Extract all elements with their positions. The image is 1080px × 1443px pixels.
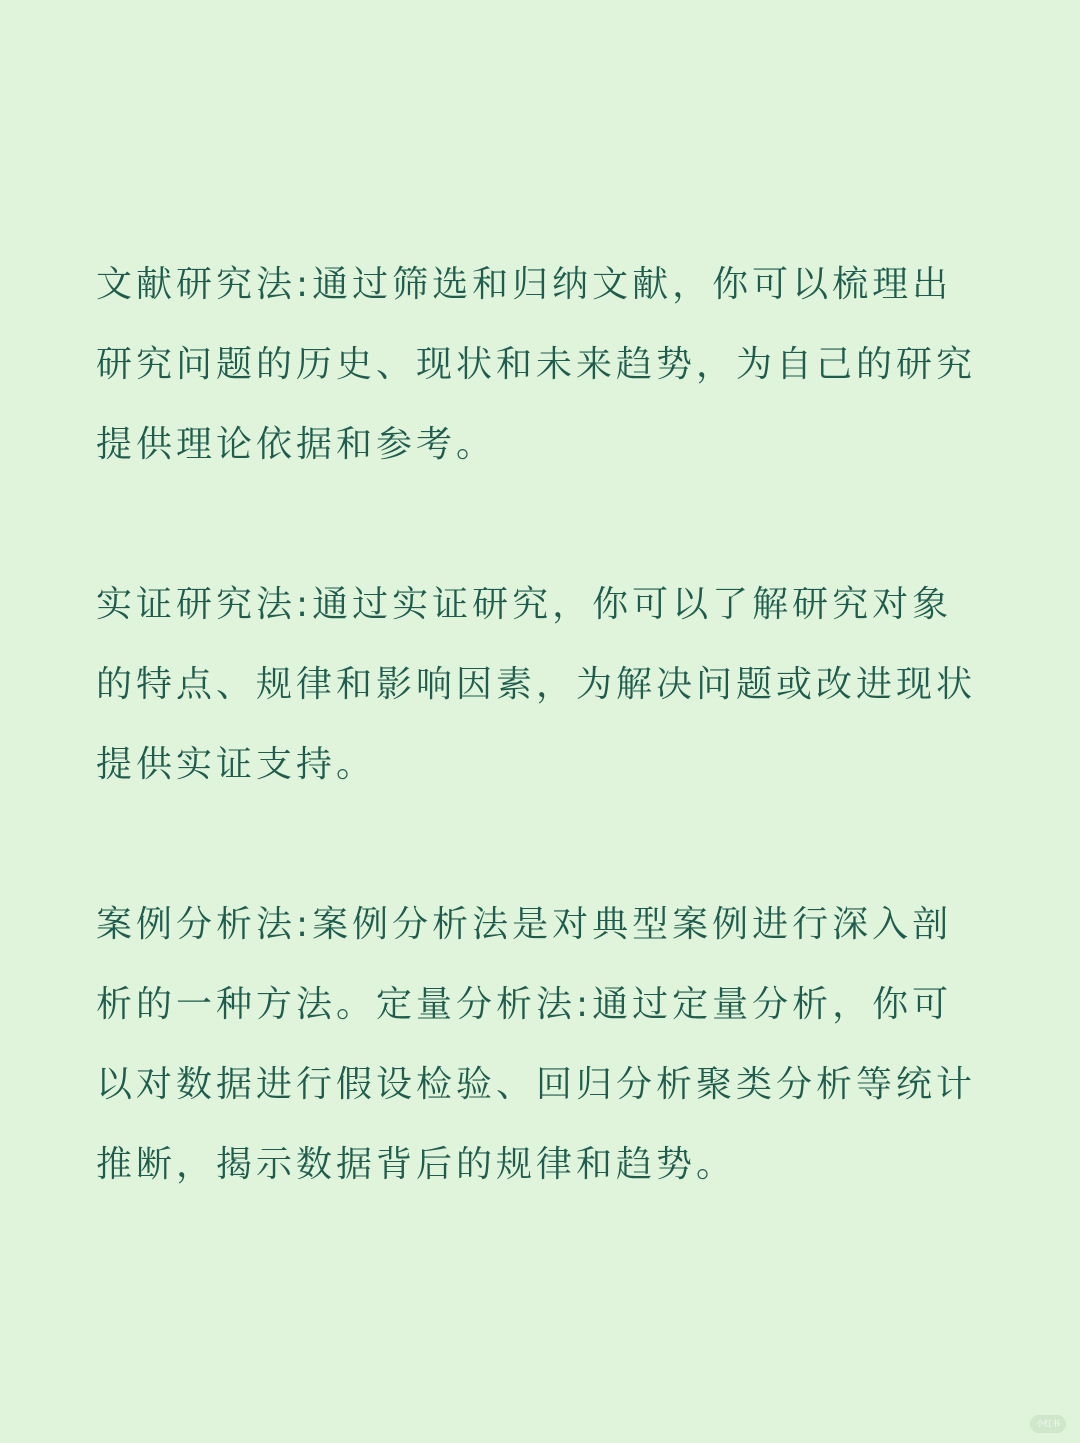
paragraph-case-analysis (96, 885, 996, 1205)
paragraph-literature-research (96, 245, 996, 485)
paragraph-line: 提供理论依据和参考。 (96, 424, 497, 465)
paragraph-empirical-research (96, 565, 996, 805)
paragraph-line: 文献研究法:通过筛选和归纳文献，你可以梳理出 (96, 264, 953, 305)
paragraph-line: 提供实证支持。 (96, 744, 377, 785)
paragraph-line: 实证研究法:通过实证研究，你可以了解研究对象 (96, 584, 953, 625)
paragraph-line: 析的一种方法。定量分析法:通过定量分析，你可 (96, 984, 953, 1025)
paragraph-line: 的特点、规律和影响因素，为解决问题或改进现状 (96, 664, 977, 705)
paragraph-line: 研究问题的历史、现状和未来趋势，为自己的研究 (96, 344, 977, 385)
watermark-logo: 小红书 (1030, 1415, 1066, 1433)
paragraph-line: 案例分析法:案例分析法是对典型案例进行深入剖 (96, 904, 953, 945)
paragraph-line: 推断，揭示数据背后的规律和趋势。 (96, 1144, 737, 1185)
paragraph-line: 以对数据进行假设检验、回归分析聚类分析等统计 (96, 1064, 977, 1105)
